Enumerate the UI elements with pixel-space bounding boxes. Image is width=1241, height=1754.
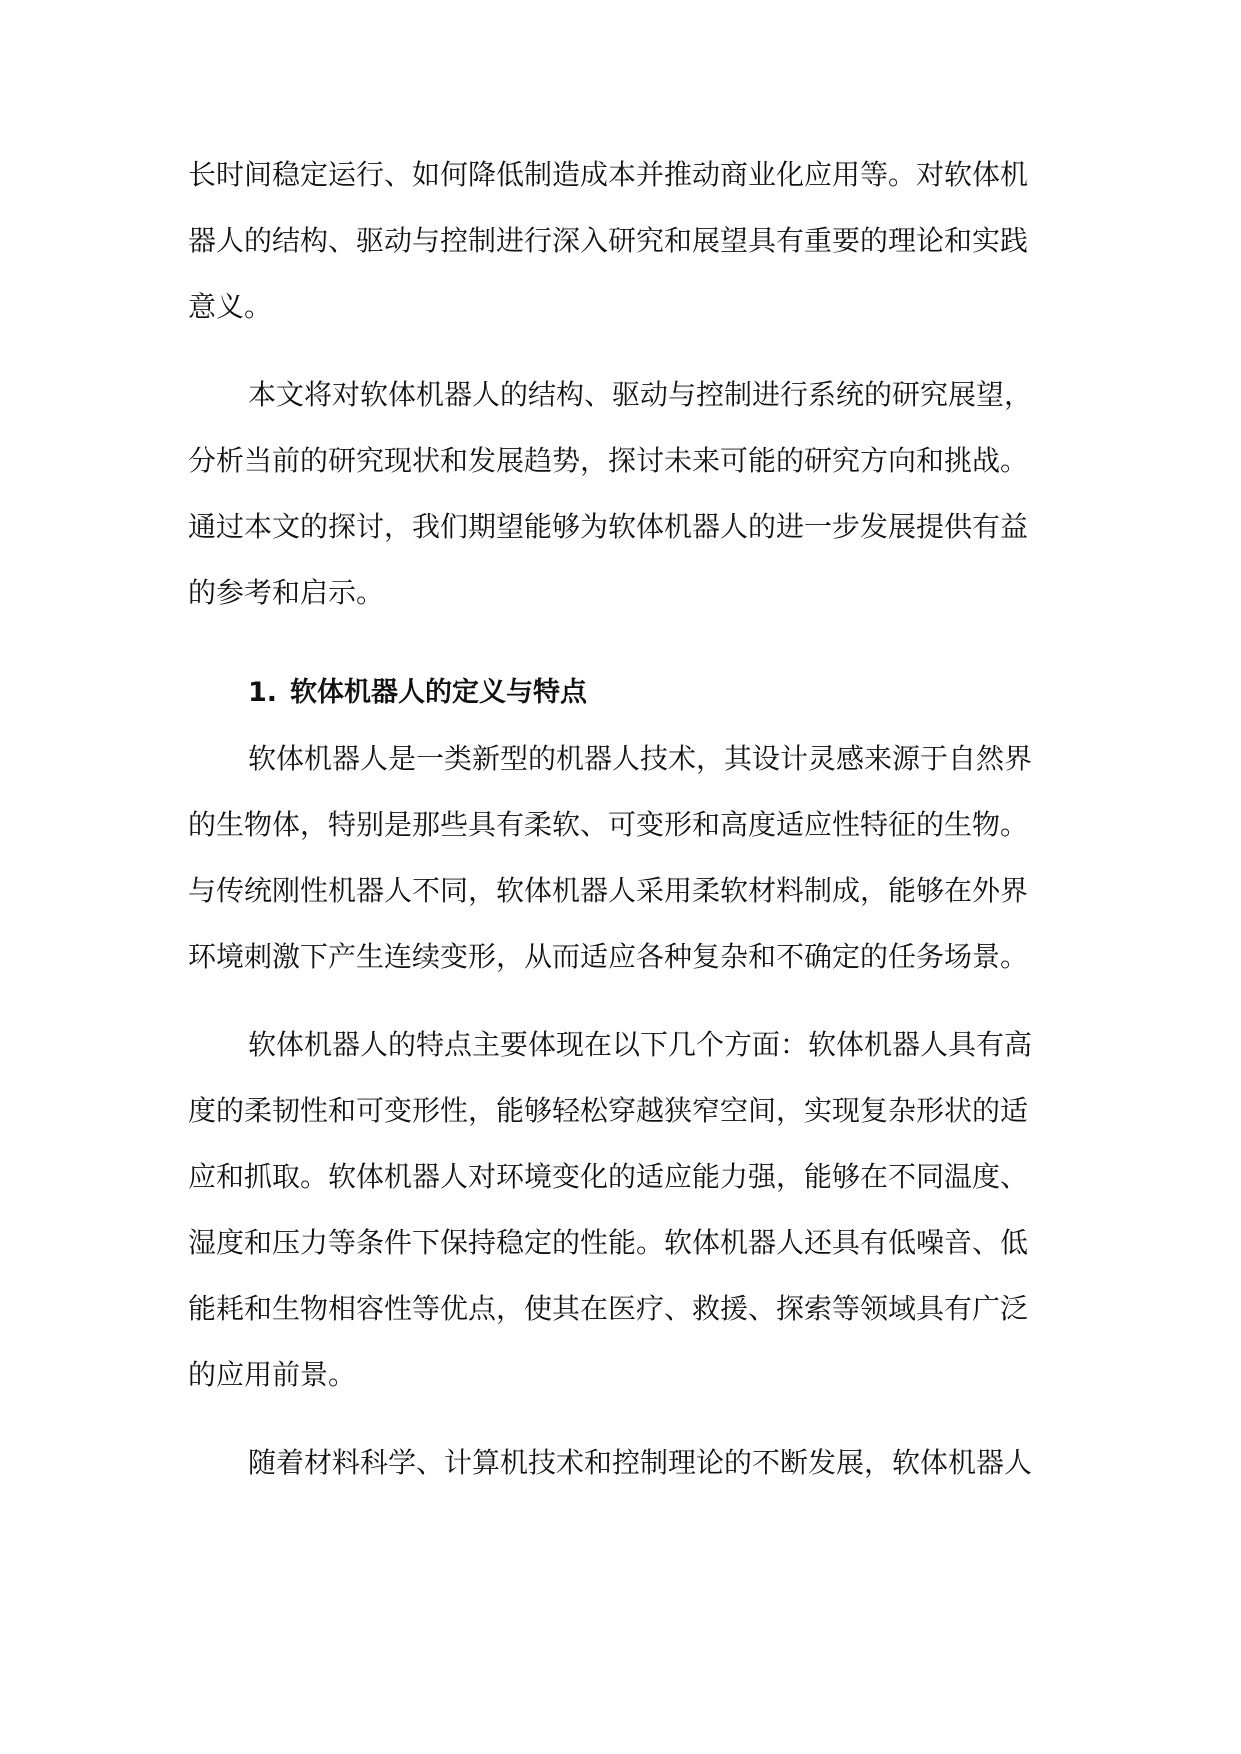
page-content [188,145,1058,1499]
text-line: 通过本文的探讨，我们期望能够为软体机器人的进一步发展提供有益 [188,510,1029,543]
paragraph-spacer [188,1411,1058,1433]
section-number: 1. [248,677,278,708]
text-line: 的应用前景。 [188,1358,357,1391]
text-line: 能耗和生物相容性等优点，使其在医疗、救援、探索等领域具有广泛 [188,1292,1029,1325]
paragraph-intro-tail [188,145,1058,343]
text-line: 意义。 [188,290,273,323]
text-line: 度的柔韧性和可变形性，能够轻松穿越狭窄空间，实现复杂形状的适 [188,1094,1029,1127]
text-line: 应和抓取。软体机器人对环境变化的适应能力强，能够在不同温度、 [188,1160,1029,1193]
text-line: 软体机器人是一类新型的机器人技术，其设计灵感来源于自然界 [248,742,1033,775]
text-line: 的生物体，特别是那些具有柔软、可变形和高度适应性特征的生物。 [188,808,1029,841]
paragraph-spacer [188,993,1058,1015]
text-line: 本文将对软体机器人的结构、驱动与控制进行系统的研究展望， [248,378,1033,411]
paragraph-intro-purpose [188,365,1058,629]
section-title: 软体机器人的定义与特点 [290,677,587,708]
section-heading [188,663,1058,729]
text-line: 湿度和压力等条件下保持稳定的性能。软体机器人还具有低噪音、低 [188,1226,1029,1259]
text-line: 与传统刚性机器人不同，软体机器人采用柔软材料制成，能够在外界 [188,874,1029,907]
text-line: 长时间稳定运行、如何降低制造成本并推动商业化应用等。对软体机 [188,158,1029,191]
paragraph-spacer [188,343,1058,365]
text-line: 的参考和启示。 [188,576,385,609]
text-line: 随着材料科学、计算机技术和控制理论的不断发展，软体机器人 [248,1446,1033,1479]
paragraph-development [188,1433,1058,1499]
text-line: 环境刺激下产生连续变形，从而适应各种复杂和不确定的任务场景。 [188,940,1029,973]
text-line: 软体机器人的特点主要体现在以下几个方面：软体机器人具有高 [248,1028,1033,1061]
text-line: 分析当前的研究现状和发展趋势，探讨未来可能的研究方向和挑战。 [188,444,1029,477]
section-spacer [188,629,1058,663]
text-line: 器人的结构、驱动与控制进行深入研究和展望具有重要的理论和实践 [188,224,1029,257]
paragraph-characteristics [188,1015,1058,1411]
paragraph-definition [188,729,1058,993]
